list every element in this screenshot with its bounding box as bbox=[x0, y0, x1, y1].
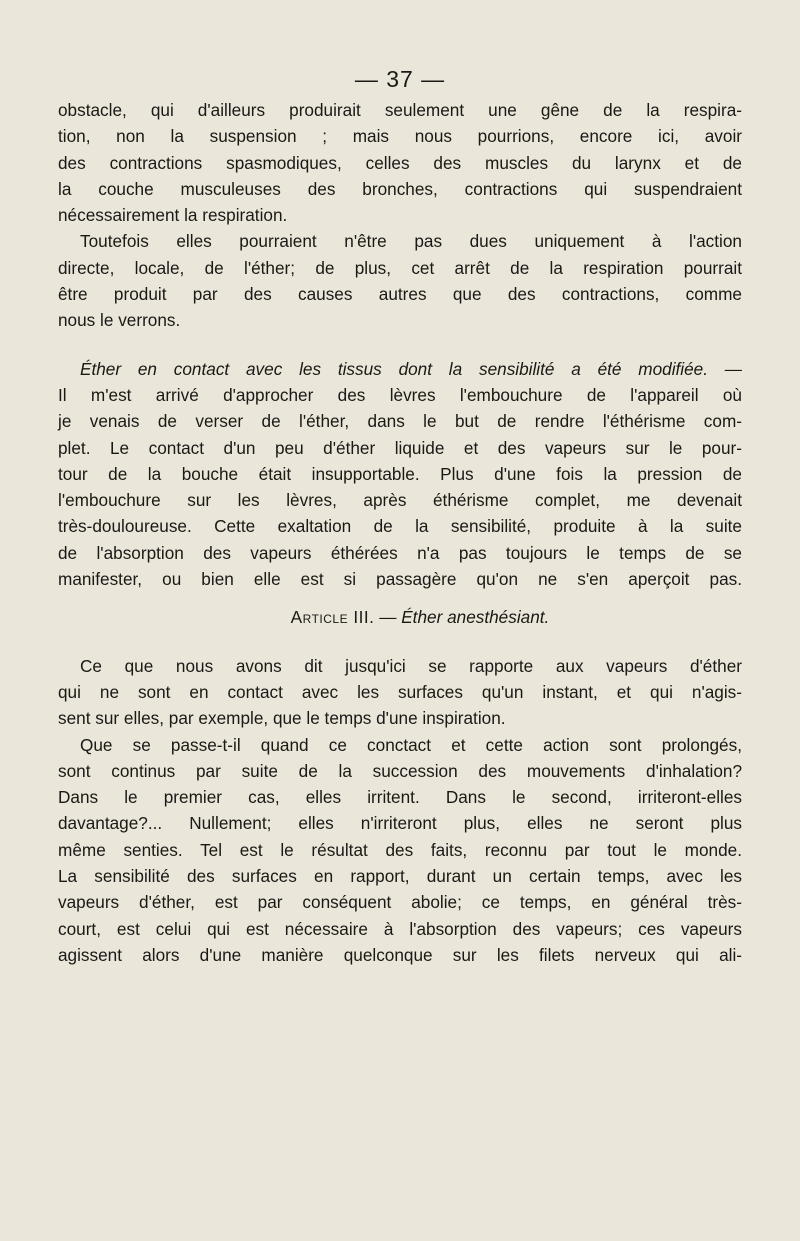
text-line: des contractions spasmodiques, celles des muscles du larynx et de bbox=[58, 152, 742, 173]
text-line: nécessairement la respiration. bbox=[58, 205, 288, 226]
text-line: nous le verrons. bbox=[58, 310, 181, 331]
text-line: vapeurs d'éther, est par conséquent abolie; ce temps, en général très- bbox=[58, 892, 742, 913]
page-number: — 37 — bbox=[354, 66, 446, 92]
text-line: même senties. Tel est le résultat des faits, reconnu par tout le monde. bbox=[58, 839, 742, 860]
section-heading: Éther en contact avec les tissus dont la sensibilité a été modifiée. — bbox=[80, 358, 742, 379]
text-line: être produit par des causes autres que des contractions, comme bbox=[58, 284, 742, 305]
article-label: Article III. bbox=[290, 607, 375, 628]
article-heading bbox=[98, 604, 742, 630]
text-line: sont continus par suite de la succession des mouvements d'inhalation? bbox=[58, 760, 742, 781]
article-title: Éther anesthésiant. bbox=[401, 607, 550, 628]
text-line: manifester, ou bien elle est si passagère qu'on ne s'en aperçoit pas. bbox=[58, 569, 742, 590]
text-line: l'embouchure sur les lèvres, après éthérisme complet, me devenait bbox=[58, 490, 742, 511]
text-line: court, est celui qui est nécessaire à l'absorption des vapeurs; ces vapeurs bbox=[58, 918, 742, 939]
text-line: Toutefois elles pourraient n'être pas dues uniquement à l'action bbox=[80, 231, 742, 252]
text-line: La sensibilité des surfaces en rapport, durant un certain temps, avec les bbox=[58, 866, 742, 887]
text-line: tion, non la suspension ; mais nous pourrions, encore ici, avoir bbox=[58, 126, 742, 147]
text-line: qui ne sont en contact avec les surfaces qu'un instant, et qui n'agis- bbox=[58, 681, 742, 702]
text-line: de l'absorption des vapeurs éthérées n'a pas toujours le temps de se bbox=[58, 542, 742, 563]
text-line: Ce que nous avons dit jusqu'ici se rapporte aux vapeurs d'éther bbox=[80, 655, 742, 676]
text-line: tour de la bouche était insupportable. Plus d'une fois la pression de bbox=[58, 463, 742, 484]
text-line: Il m'est arrivé d'approcher des lèvres l'embouchure de l'appareil où bbox=[58, 384, 742, 405]
text-line: plet. Le contact d'un peu d'éther liquide et des vapeurs sur le pour- bbox=[58, 437, 742, 458]
text-line: la couche musculeuses des bronches, contractions qui suspendraient bbox=[58, 178, 742, 199]
text-line: très-douloureuse. Cette exaltation de la sensibilité, produite à la suite bbox=[58, 516, 742, 537]
article-dash: — bbox=[379, 607, 397, 628]
text-line: Que se passe-t-il quand ce conctact et cette action sont prolongés, bbox=[80, 734, 742, 755]
text-line: Dans le premier cas, elles irritent. Dans le second, irriteront-elles bbox=[58, 787, 742, 808]
text-line: agissent alors d'une manière quelconque sur les filets nerveux qui ali- bbox=[58, 944, 742, 965]
body-text bbox=[58, 97, 742, 968]
text-line: davantage?... Nullement; elles n'irriteront plus, elles ne seront plus bbox=[58, 813, 742, 834]
text-line: sent sur elles, par exemple, que le temps d'une inspiration. bbox=[58, 708, 506, 729]
text-line: je venais de verser de l'éther, dans le but de rendre l'éthérisme com- bbox=[58, 411, 742, 432]
text-line: obstacle, qui d'ailleurs produirait seulement une gêne de la respira- bbox=[58, 100, 742, 120]
text-line: directe, locale, de l'éther; de plus, cet arrêt de la respiration pourrait bbox=[58, 257, 742, 278]
